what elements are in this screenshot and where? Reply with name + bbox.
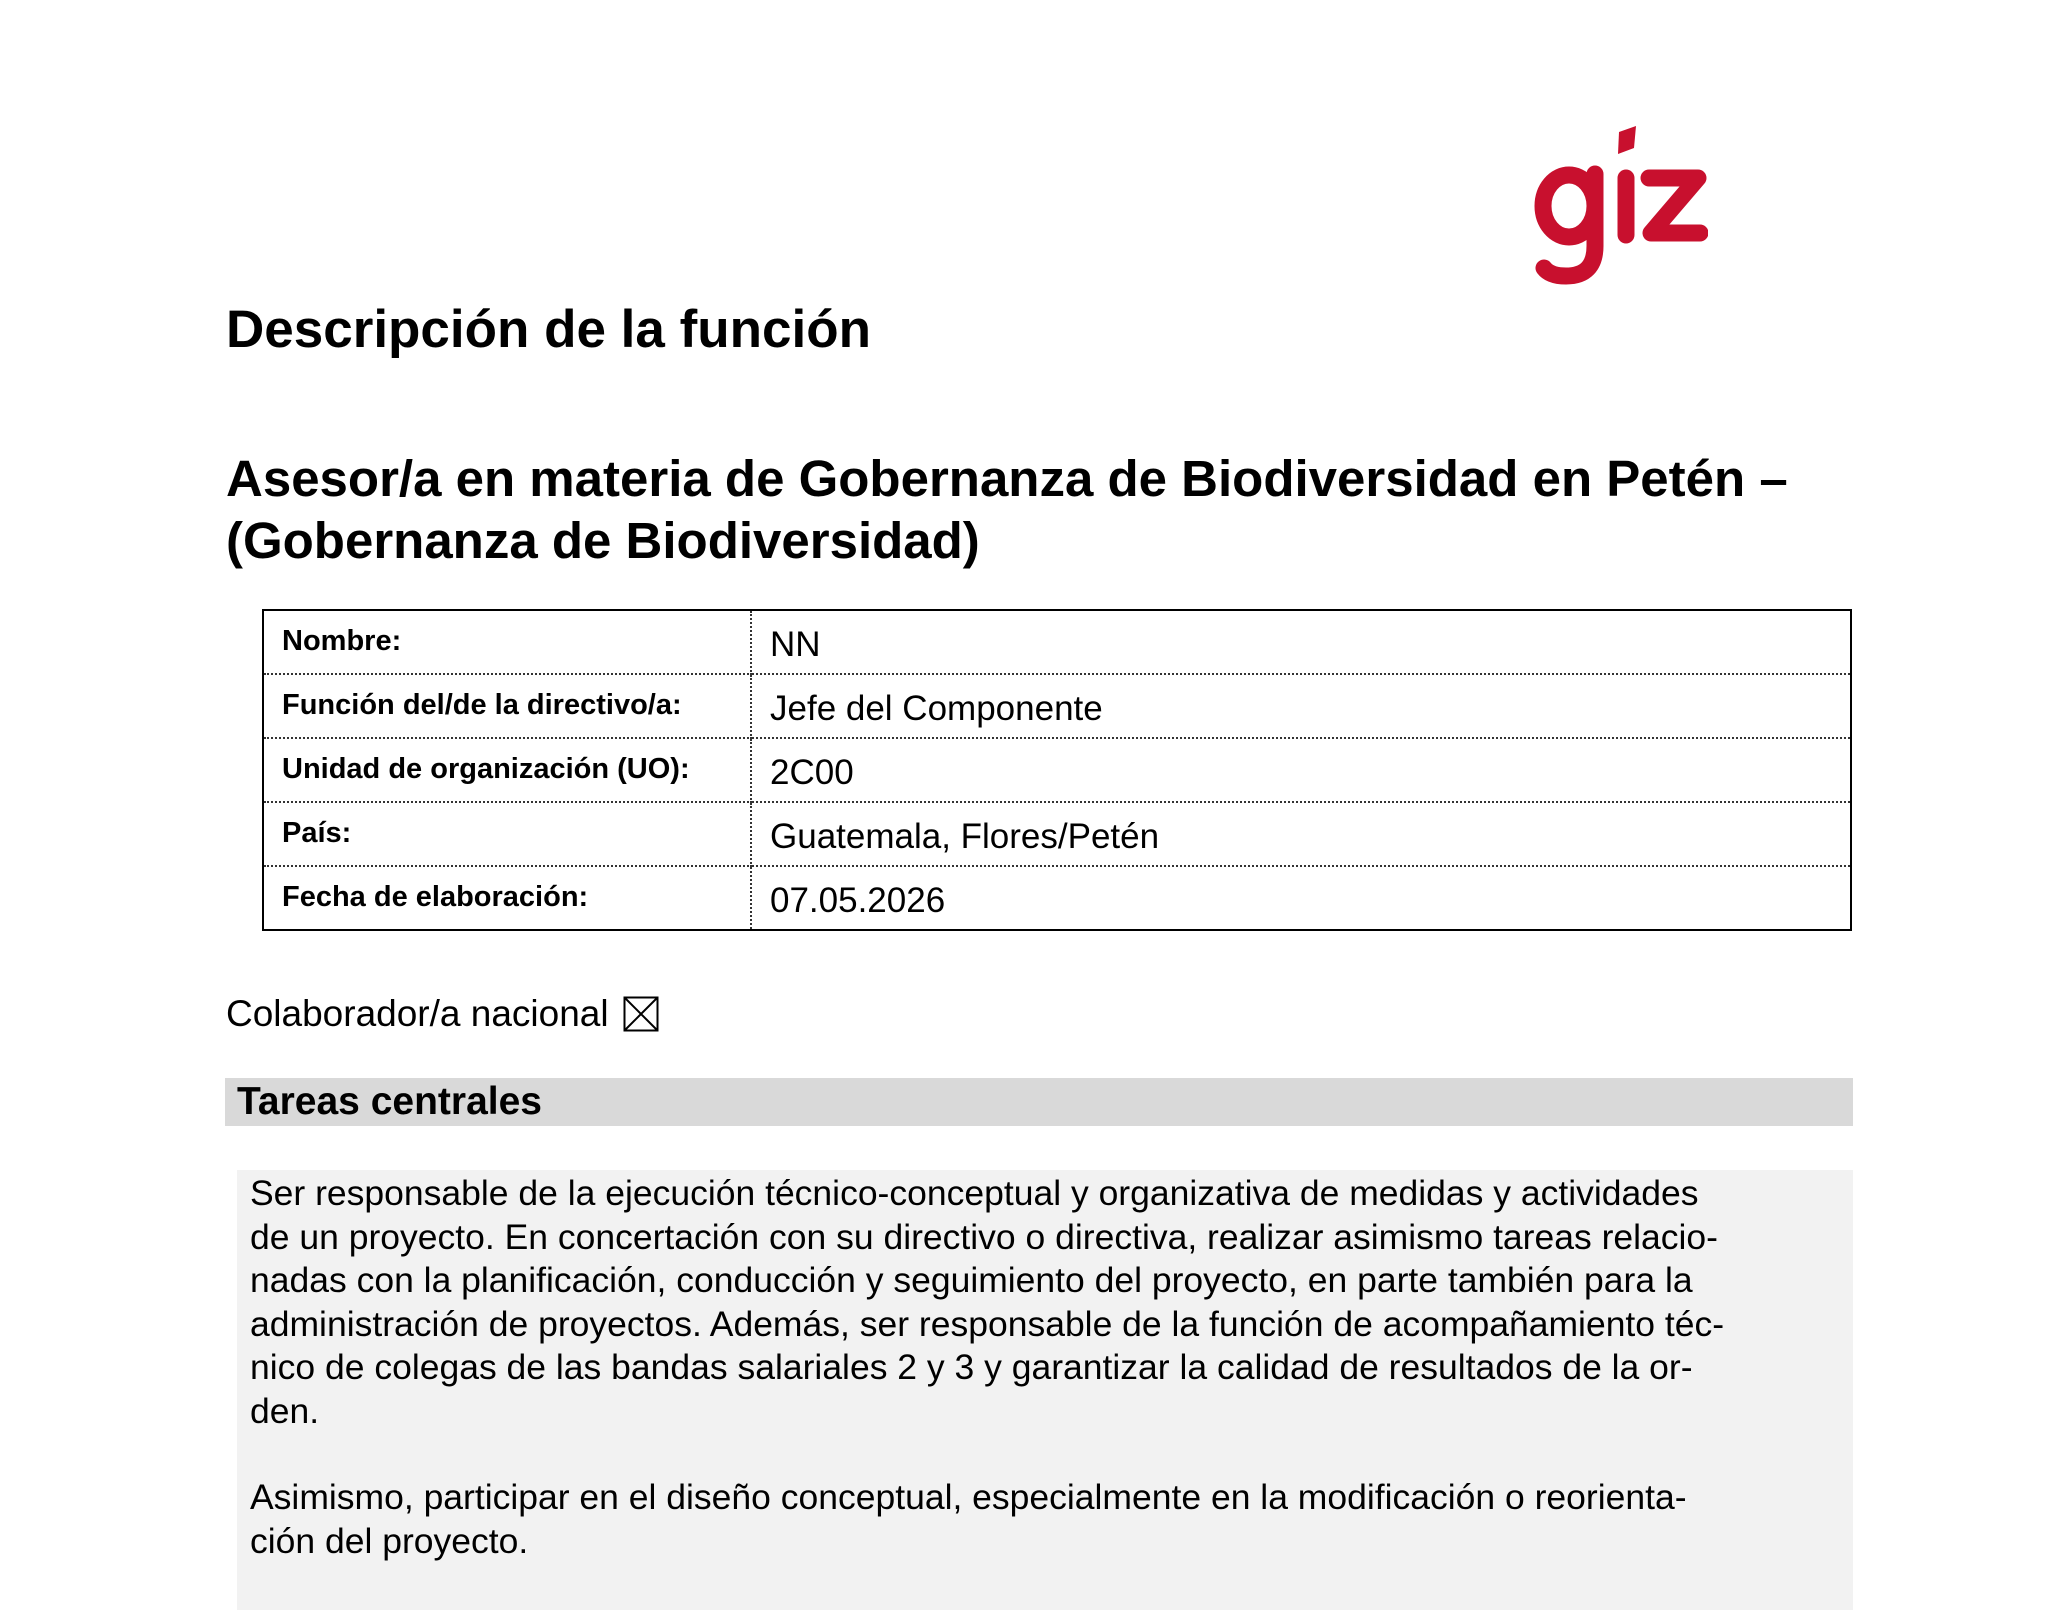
text-line: administración de proyectos. Además, ser responsable de la función de acompañamiento téc- (250, 1303, 1725, 1344)
table-row (263, 802, 1851, 866)
row-label-country: País: (263, 802, 751, 866)
row-value-name: NN (751, 610, 1851, 674)
section-title: Tareas centrales (237, 1080, 542, 1123)
table-row (263, 674, 1851, 738)
giz-logo (1528, 118, 1708, 288)
text-line: nico de colegas de las bandas salariales 2 y 3 y garantizar la calidad de resultados de la or- (250, 1347, 1693, 1387)
checked-box-icon (623, 996, 659, 1032)
position-title (226, 448, 1906, 572)
table-row (263, 738, 1851, 802)
row-label-manager-function: Función del/de la directivo/a: (263, 674, 751, 738)
text-line: ción del proyecto. (250, 1520, 529, 1561)
section-header-bar (225, 1078, 1853, 1126)
position-title-line: (Gobernanza de Biodiversidad) (226, 512, 980, 569)
text-line: nadas con la planificación, conducción y seguimiento del proyecto, en parte también para la (250, 1260, 1693, 1300)
text-line: den. (250, 1390, 320, 1431)
document-title: Descripción de la función (226, 300, 871, 359)
row-label-name: Nombre: (263, 610, 751, 674)
position-info-table (262, 609, 1852, 931)
row-value-manager-function: Jefe del Componente (751, 674, 1851, 738)
giz-logo-mark (1528, 118, 1708, 288)
row-value-date: 07.05.2026 (770, 881, 946, 920)
row-value-org-unit: 2C00 (751, 738, 1851, 802)
text-line: Asimismo, participar en el diseño conceptual, especialmente en la modificación o reorienta- (250, 1477, 1687, 1517)
position-title-line: Asesor/a en materia de Gobernanza de Biodiversidad en Petén – (226, 450, 1788, 507)
core-tasks-box (237, 1170, 1853, 1610)
row-label-org-unit: Unidad de organización (UO): (263, 738, 751, 802)
national-collaborator-label: Colaborador/a nacional (226, 993, 609, 1034)
text-line: de un proyecto. En concertación con su directivo o directiva, realizar asimismo tareas relacio- (250, 1216, 1718, 1257)
row-value-country: Guatemala, Flores/Petén (751, 802, 1851, 866)
text-line: Ser responsable de la ejecución técnico-conceptual y organizativa de medidas y actividades (250, 1173, 1699, 1213)
table-row (263, 610, 1851, 674)
national-collaborator-row (226, 990, 659, 1038)
row-label-date: Fecha de elaboración: (263, 866, 751, 930)
national-collaborator-checkbox[interactable] (623, 996, 659, 1032)
table-row (263, 866, 1851, 930)
tasks-paragraph (250, 1476, 1687, 1563)
tasks-paragraph (250, 1172, 1724, 1433)
